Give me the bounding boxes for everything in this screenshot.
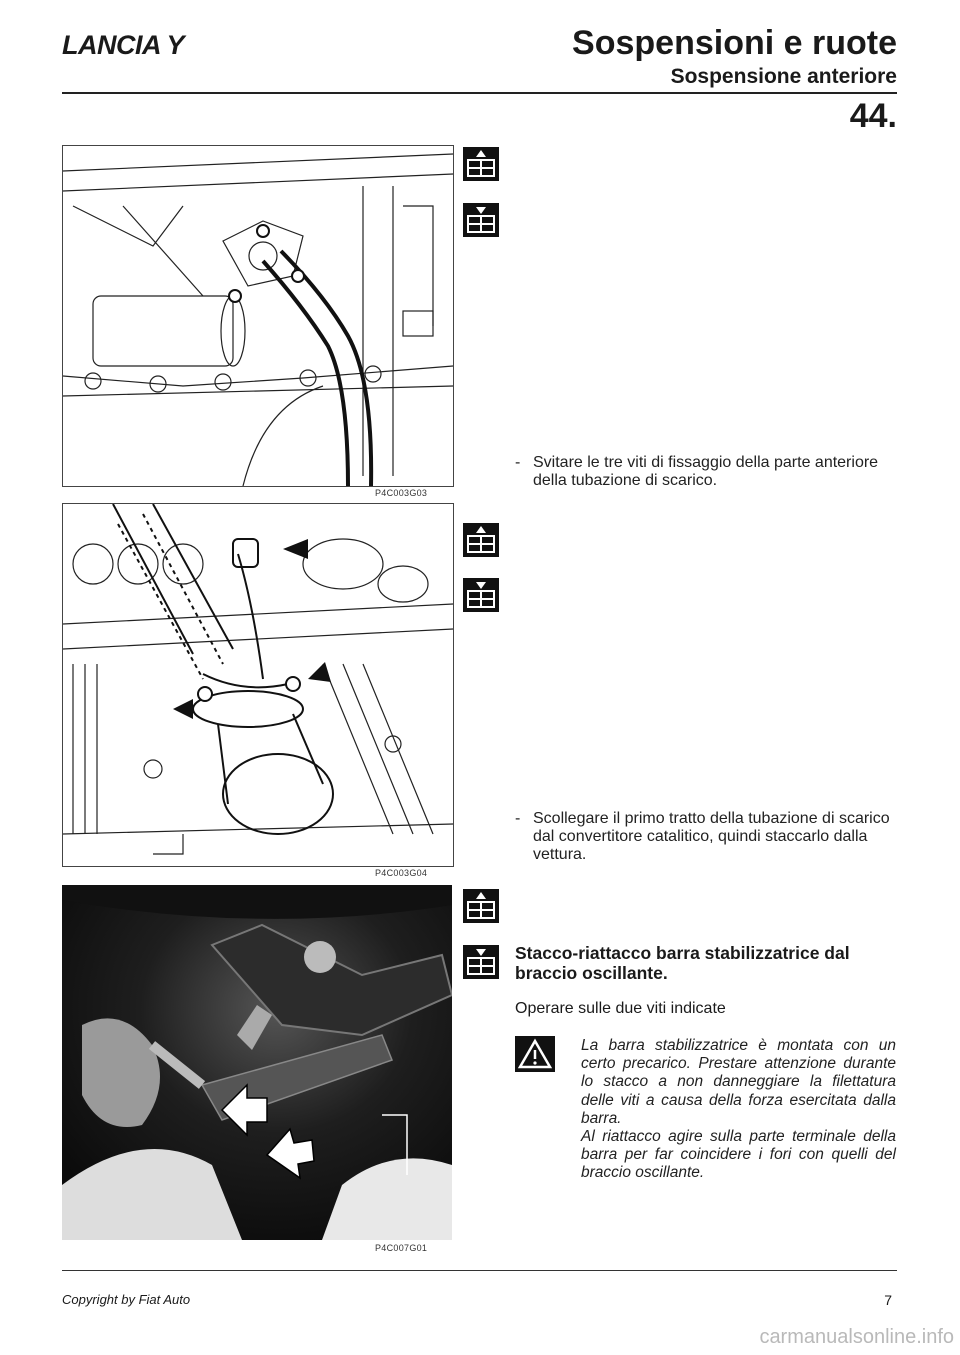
step-dash: - — [515, 454, 521, 471]
stabilizer-bar-photo — [62, 885, 452, 1240]
warning-text: La barra stabilizzatrice è montata con un certo precarico. Prestare attenzione durante lo stacco a non danneggiare la filettatura delle viti a causa della forza esercitata dalla barra. — [581, 1037, 896, 1127]
section-intro: Operare sulle due viti indicate — [515, 1000, 726, 1017]
warning-icon — [515, 1036, 555, 1072]
remove-icon — [463, 889, 499, 923]
step-text: Scollegare il primo tratto della tubazione di scarico dal convertitore catalitico, quindi staccarlo dalla vettura. — [533, 810, 890, 863]
figure-catalytic-converter — [62, 503, 454, 867]
footer-divider — [62, 1270, 897, 1271]
copyright: Copyright by Fiat Auto — [62, 1292, 191, 1307]
page-title: Sospensioni e ruote — [572, 24, 897, 62]
refit-icon — [463, 578, 499, 612]
exhaust-flange-drawing — [63, 146, 453, 486]
remove-icon — [463, 523, 499, 557]
refit-icon — [463, 945, 499, 979]
refit-icon — [463, 203, 499, 237]
step-disconnect — [515, 810, 900, 870]
step-unscrew — [515, 454, 900, 494]
section-code: 44. — [849, 97, 897, 135]
header-divider — [62, 92, 897, 94]
figure-code: P4C007G01 — [375, 1243, 428, 1253]
step-dash: - — [515, 810, 521, 827]
remove-icon — [463, 147, 499, 181]
page-number: 7 — [884, 1292, 892, 1308]
watermark: carmanualsonline.info — [759, 1326, 954, 1348]
brand-name: LANCIA Y — [62, 30, 185, 60]
section-heading: Stacco-riattacco barra stabilizzatrice dal braccio oscillante. — [515, 943, 850, 983]
warning-note — [581, 1037, 896, 1183]
figure-code: P4C003G03 — [375, 488, 428, 498]
figure-exhaust-flange — [62, 145, 454, 487]
page-subtitle: Sospensione anteriore — [670, 65, 897, 88]
catalytic-converter-drawing — [63, 504, 453, 866]
warning-text: Al riattacco agire sulla parte terminale della barra per far coincidere i fori con quelli del braccio oscillante. — [581, 1128, 896, 1182]
figure-code: P4C003G04 — [375, 868, 428, 878]
step-text: Svitare le tre viti di fissaggio della parte anteriore della tubazione di scarico. — [533, 454, 879, 489]
figure-stabilizer-photo — [62, 885, 452, 1240]
